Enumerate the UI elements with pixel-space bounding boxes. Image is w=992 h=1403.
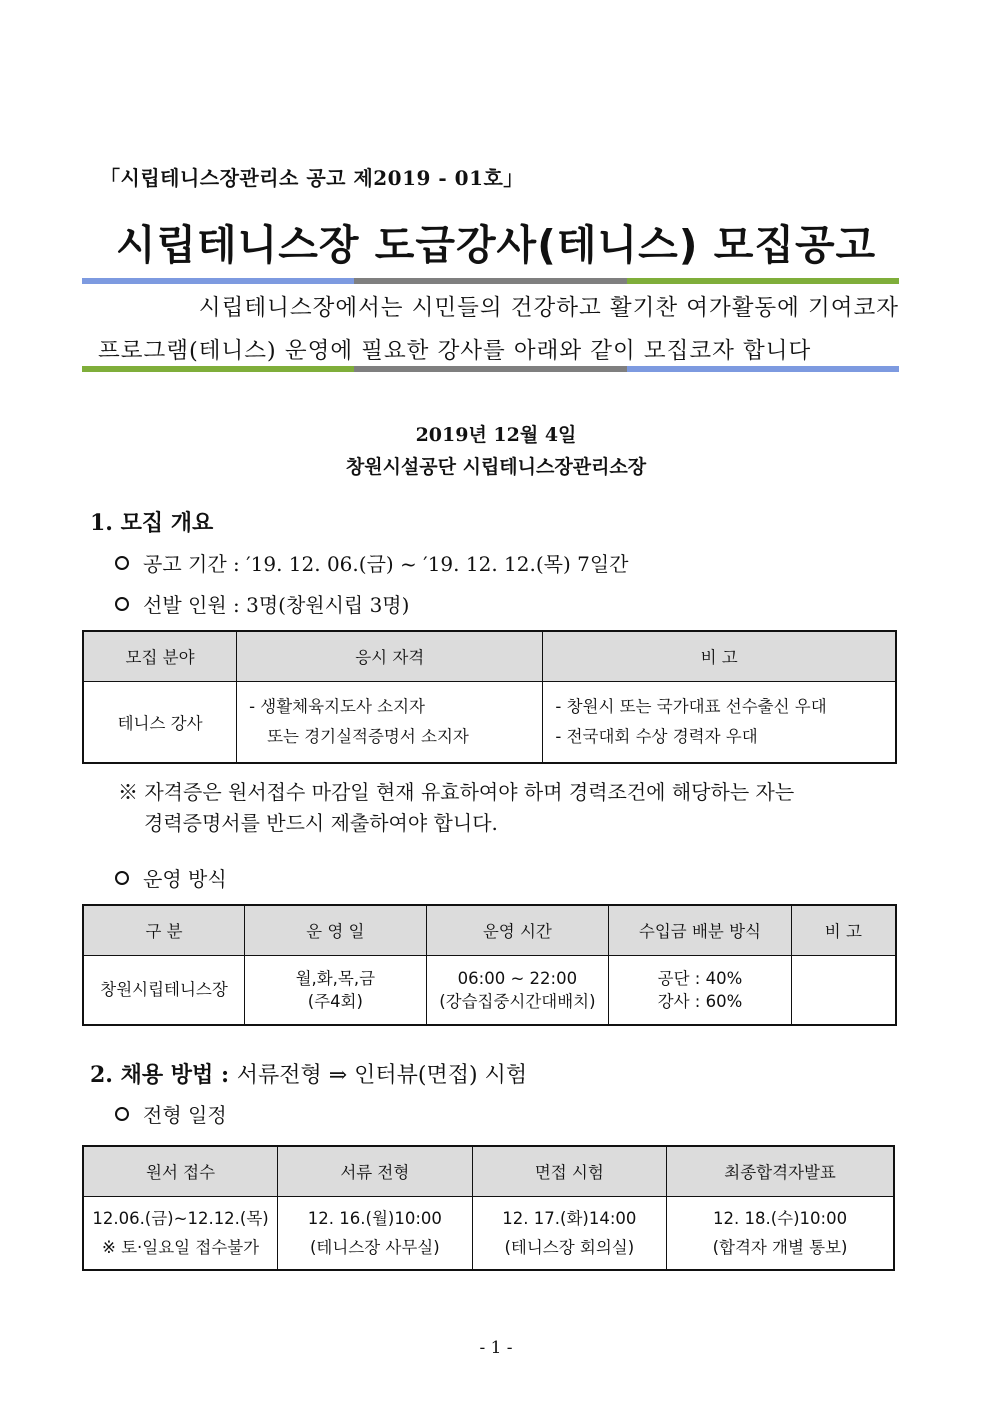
days-line-1: 월,화,목,금 xyxy=(295,968,376,988)
page-number: - 1 - xyxy=(479,1338,513,1358)
schedule-heading: 전형 일정 xyxy=(143,1103,227,1127)
headcount-item xyxy=(115,589,409,618)
bullet-circle-icon xyxy=(115,597,129,611)
interview-line-2: (테니스장 회의실) xyxy=(504,1237,635,1257)
bullet-circle-icon xyxy=(115,556,129,570)
document-line-1: 12. 16.(월)10:00 xyxy=(307,1208,442,1228)
schedule-apply-cell xyxy=(83,1196,278,1270)
schedule-interview-cell xyxy=(472,1196,667,1270)
schedule-final-cell xyxy=(667,1196,894,1270)
operation-table xyxy=(82,904,897,1026)
section-2-heading-rest: 서류전형 ⇒ 인터뷰(면접) 시험 xyxy=(236,1063,528,1088)
recruit-header-qualification: 응시 자격 xyxy=(237,631,543,681)
section-2-heading xyxy=(90,1058,527,1089)
operation-heading: 운영 방식 xyxy=(143,867,227,891)
interview-line-1: 12. 17.(화)14:00 xyxy=(502,1208,637,1228)
section-2-heading-bold: 2. 채용 방법 : xyxy=(90,1062,230,1088)
share-line-1: 공단 : 40% xyxy=(657,968,743,988)
bar-segment-gray xyxy=(354,366,626,372)
bullet-circle-icon xyxy=(115,871,129,885)
schedule-header-document: 서류 전형 xyxy=(278,1146,473,1196)
notice-number: 「시립테니스장관리소 공고 제2019 - 01호」 xyxy=(100,166,524,190)
operation-days-cell xyxy=(245,955,427,1025)
apply-line-2: ※ 토·일요일 접수불가 xyxy=(102,1237,260,1257)
operation-remark-cell xyxy=(791,955,896,1025)
operation-header-share: 수입금 배분 방식 xyxy=(609,905,792,955)
bottom-color-bar xyxy=(82,366,899,372)
operation-time-cell xyxy=(426,955,609,1025)
recruit-field-cell: 테니스 강사 xyxy=(83,681,237,763)
recruit-header-remark: 비 고 xyxy=(543,631,896,681)
operation-place-cell: 창원시립테니스장 xyxy=(83,955,245,1025)
page-title: 시립테니스장 도급강사(테니스) 모집공고 xyxy=(115,221,877,269)
section-1-heading: 1. 모집 개요 xyxy=(90,510,214,536)
bar-segment-green xyxy=(82,366,354,372)
note-line-2: 경력증명서를 반드시 제출하여야 합니다. xyxy=(144,811,498,835)
days-line-2: (주4회) xyxy=(307,991,363,1011)
document-line-2: (테니스장 사무실) xyxy=(309,1237,440,1257)
recruit-table xyxy=(82,630,897,764)
notice-date: 2019년 12월 4일 xyxy=(415,424,577,446)
schedule-header-final: 최종합격자발표 xyxy=(667,1146,894,1196)
schedule-table xyxy=(82,1145,895,1271)
remark-line-2: - 전국대회 수상 경력자 우대 xyxy=(555,726,758,746)
operation-header-remark: 비 고 xyxy=(791,905,896,955)
top-color-bar xyxy=(82,278,899,284)
final-line-1: 12. 18.(수)10:00 xyxy=(712,1208,848,1228)
note-line-1: ※ 자격증은 원서접수 마감일 현재 유효하여야 하며 경력조건에 해당하는 자는 xyxy=(118,780,795,804)
operation-header-time: 운영 시간 xyxy=(426,905,609,955)
intro-line-1: 시립테니스장에서는 시민들의 건강하고 활기찬 여가활동에 기여코자 xyxy=(198,295,899,321)
operation-header-category: 구 분 xyxy=(83,905,245,955)
schedule-item xyxy=(115,1099,227,1128)
qualification-note xyxy=(118,777,794,839)
final-line-2: (합격자 개별 통보) xyxy=(712,1237,848,1257)
bar-segment-blue xyxy=(627,366,899,372)
time-line-2: (강습집중시간대배치) xyxy=(439,991,596,1011)
organization-name: 창원시설공단 시립테니스장관리소장 xyxy=(345,456,647,478)
operation-share-cell xyxy=(609,955,792,1025)
schedule-header-apply: 원서 접수 xyxy=(83,1146,278,1196)
bullet-circle-icon xyxy=(115,1107,129,1121)
schedule-document-cell xyxy=(278,1196,473,1270)
qualification-line-2: 또는 경기실적증명서 소지자 xyxy=(267,726,469,746)
recruit-remark-cell xyxy=(543,681,896,763)
bar-segment-green xyxy=(627,278,899,284)
recruit-header-field: 모집 분야 xyxy=(83,631,237,681)
share-line-2: 강사 : 60% xyxy=(657,991,743,1011)
period-text: 공고 기간 : ′19. 12. 06.(금) ~ ′19. 12. 12.(목) 7일간 xyxy=(143,552,629,576)
headcount-text: 선발 인원 : 3명(창원시립 3명) xyxy=(143,593,410,617)
period-item xyxy=(115,548,629,577)
bar-segment-gray xyxy=(354,278,626,284)
intro-line-2: 프로그램(테니스) 운영에 필요한 강사를 아래와 같이 모집코자 합니다 xyxy=(98,338,812,364)
apply-line-1: 12.06.(금)~12.12.(목) xyxy=(92,1208,269,1228)
qualification-line-1: - 생활체육지도사 소지자 xyxy=(249,696,425,716)
remark-line-1: - 창원시 또는 국가대표 선수출신 우대 xyxy=(555,696,827,716)
schedule-header-interview: 면접 시험 xyxy=(472,1146,667,1196)
operation-header-days: 운 영 일 xyxy=(245,905,427,955)
operation-item xyxy=(115,863,227,892)
time-line-1: 06:00 ~ 22:00 xyxy=(457,968,578,988)
recruit-qualification-cell xyxy=(237,681,543,763)
bar-segment-blue xyxy=(82,278,354,284)
